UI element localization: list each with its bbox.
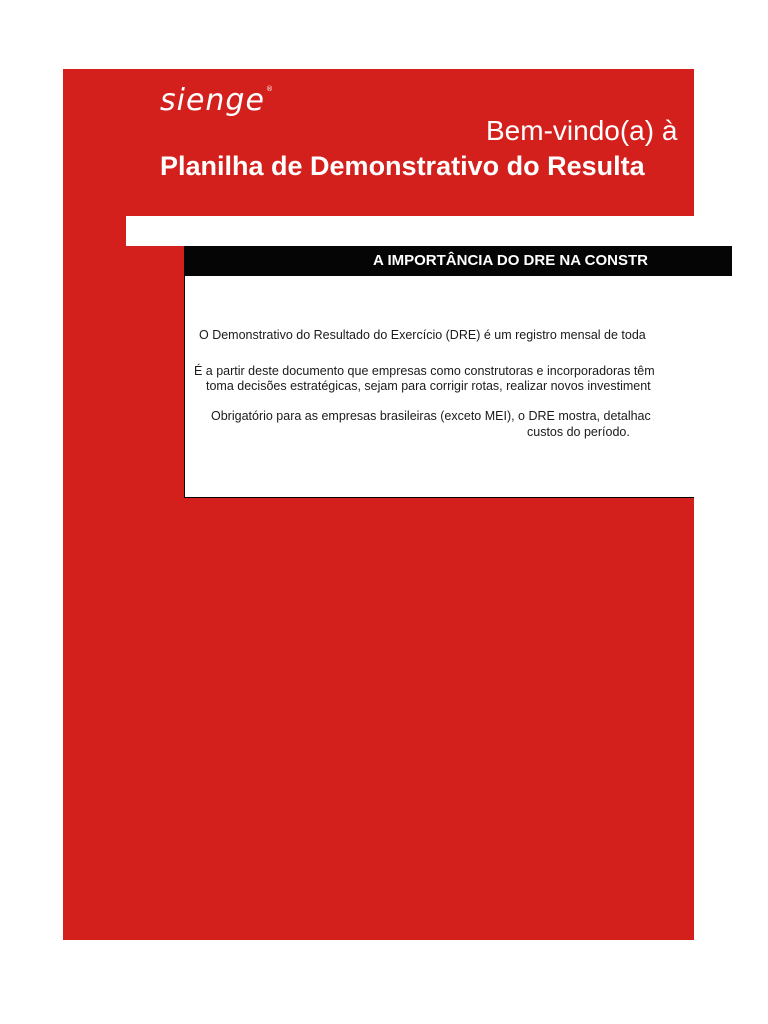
paragraph-1: O Demonstrativo do Resultado do Exercício (DRE) é um registro mensal de toda — [199, 328, 646, 342]
info-card — [184, 276, 694, 498]
white-band — [126, 216, 694, 246]
page-title: Planilha de Demonstrativo do Resulta — [160, 151, 645, 181]
welcome-text: Bem-vindo(a) à — [486, 115, 678, 146]
logo-text: sienge — [160, 83, 265, 118]
card-heading-bar — [184, 246, 732, 276]
spreadsheet-area — [63, 69, 694, 940]
paragraph-3-line-1: Obrigatório para as empresas brasileiras (exceto MEI), o DRE mostra, detalhac — [211, 409, 651, 423]
card-heading: A IMPORTÂNCIA DO DRE NA CONSTR — [373, 252, 648, 269]
registered-mark: ® — [265, 85, 274, 93]
sienge-logo — [160, 83, 274, 118]
paragraph-2-line-1: É a partir deste documento que empresas como construtoras e incorporadoras têm — [194, 364, 655, 378]
paragraph-2-line-2: toma decisões estratégicas, sejam para corrigir rotas, realizar novos investiment — [206, 379, 651, 393]
paragraph-3-line-2: custos do período. — [527, 425, 630, 439]
